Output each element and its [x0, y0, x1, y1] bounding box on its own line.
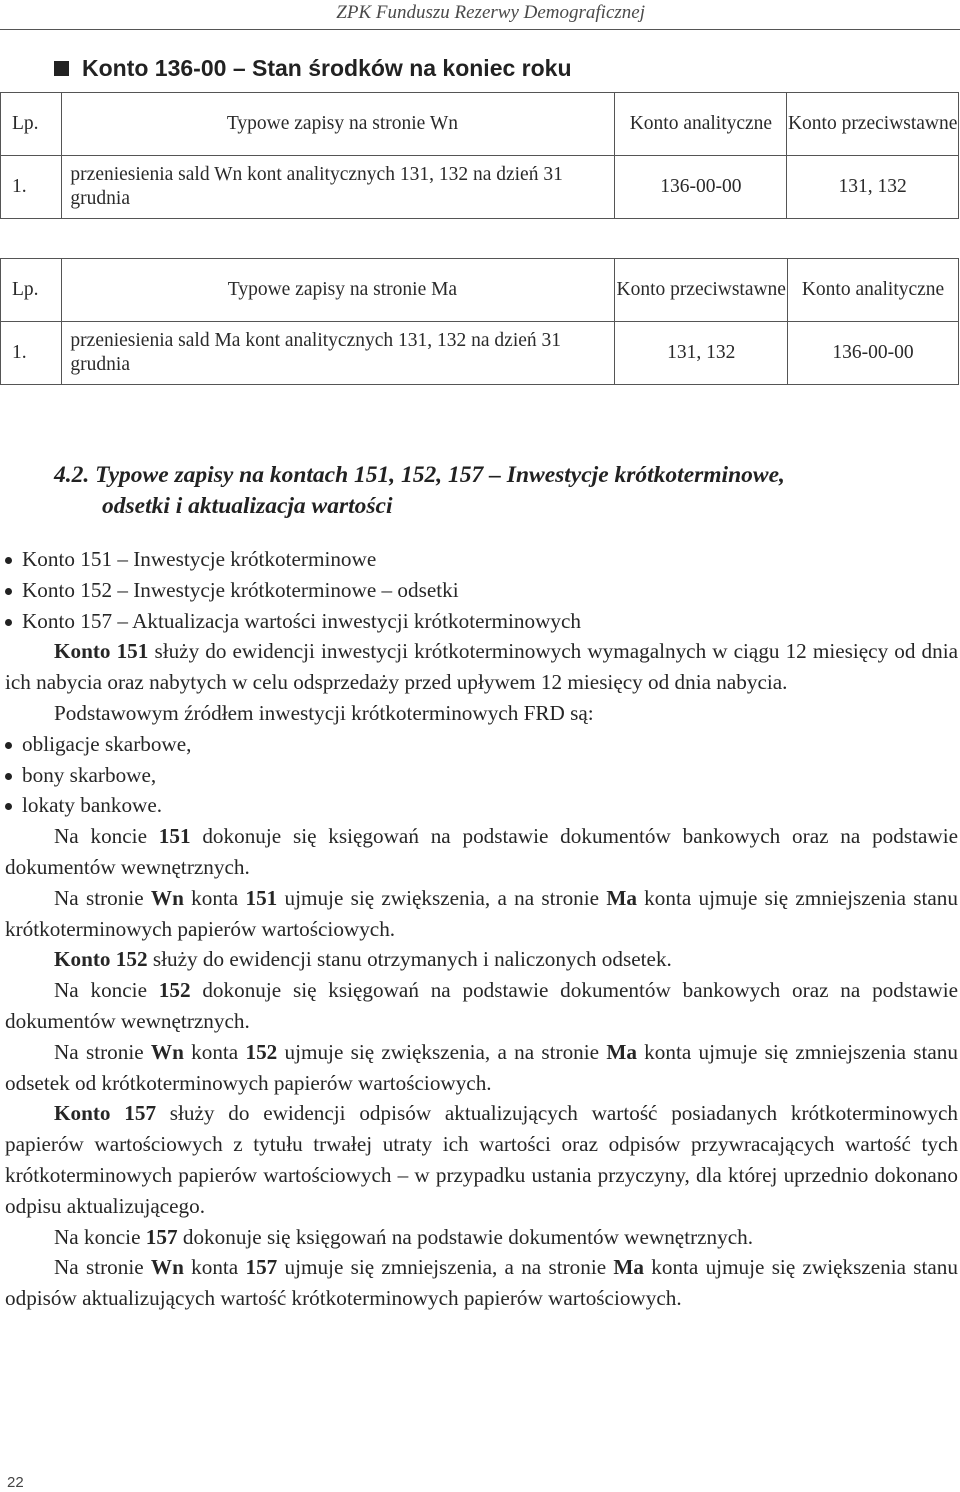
subsection-heading [54, 460, 934, 522]
account-number: Konto 157 [22, 608, 113, 633]
paragraph: Na koncie 151 dokonuje się księgowań na podstawie dokumentów bankowych oraz na podstawie dokumentów wewnętrznych. [5, 824, 958, 879]
header-account-contra: Konto przeciwstawne [787, 93, 959, 156]
paragraph: Konto 152 służy do ewidencji stanu otrzymanych i naliczonych odsetek. [54, 947, 672, 972]
table-wn-entries [0, 92, 959, 219]
header-description: Typowe zapisy na stronie Ma [62, 259, 615, 322]
paragraph: Na stronie Wn konta 151 ujmuje się zwiększenia, a na stronie Ma konta ujmuje się zmniejszenia stanu krótkoterminowych papierów wartościowych. [5, 885, 958, 941]
square-bullet-icon [54, 61, 69, 76]
cell-lp: 1. [1, 322, 62, 385]
header-account-analytical: Konto analityczne [615, 93, 787, 156]
paragraph: Na stronie Wn konta 152 ujmuje się zwiększenia, a na stronie Ma konta ujmuje się zmniejszenia stanu odsetek od krótkoterminowych papierów wartościowych. [5, 1039, 958, 1095]
paragraph: Konto 151 służy do ewidencji inwestycji krótkoterminowych wymagalnych w ciągu 12 miesięcy od dnia ich nabycia oraz nabytych w celu odsprzedaży przed upływem 12 miesięcy od dnia nabycia. [5, 639, 958, 695]
header-lp: Lp. [1, 259, 62, 322]
cell-account-contra: 131, 132 [787, 156, 959, 219]
list-item: obligacje skarbowe, [5, 729, 958, 760]
table-row [1, 322, 959, 385]
table-header-row [1, 259, 959, 322]
heading-line-1: 4.2. Typowe zapisy na kontach 151, 152, 157 – Inwestycje krótkoterminowe, [54, 462, 785, 488]
cell-lp: 1. [1, 156, 62, 219]
table-header-row [1, 93, 959, 156]
bullet-icon [5, 742, 12, 749]
section-title-text: Konto 136-00 – Stan środków na koniec roku [82, 55, 572, 81]
list-item: bony skarbowe, [5, 760, 958, 791]
cell-account-contra: 131, 132 [615, 322, 788, 385]
paragraph: Na koncie 157 dokonuje się księgowań na podstawie dokumentów wewnętrznych. [54, 1224, 754, 1249]
account-description: – Inwestycje krótkoterminowe – odsetki [112, 577, 459, 602]
header-account-contra: Konto przeciwstawne [615, 259, 788, 322]
bullet-icon [5, 588, 12, 595]
bullet-icon [5, 803, 12, 810]
account-description: – Inwestycje krótkoterminowe [112, 547, 377, 571]
paragraph: Na stronie Wn konta 157 ujmuje się zmniejszenia, a na stronie Ma konta ujmuje się zwiększenia stanu odpisów aktualizujących wartość krótkoterminowych papierów wartościowych. [5, 1255, 958, 1311]
cell-description: przeniesienia sald Ma kont analitycznych 131, 132 na dzień 31 grudnia [62, 322, 615, 385]
paragraph: Podstawowym źródłem inwestycji krótkoterminowych FRD są: [54, 700, 594, 725]
section-title [54, 55, 572, 82]
paragraph: Konto 157 służy do ewidencji odpisów aktualizujących wartość posiadanych krótkoterminowych papierów wartościowych z tytułu trwałej utraty ich wartości oraz odpisów przywracających wartość tych krótkoterminowych papierów wartościowych – w przypadku ustania przyczyny, dla której uprzednio dokonano odpisu aktualizującego. [5, 1101, 958, 1218]
page-number: 22 [7, 1474, 24, 1491]
account-description: – Aktualizacja wartości inwestycji krótkoterminowych [112, 608, 581, 633]
list-item [5, 575, 958, 606]
table-row [1, 156, 959, 219]
account-number: Konto 152 [22, 577, 113, 602]
list-item [5, 606, 958, 637]
cell-description: przeniesienia sald Wn kont analitycznych 131, 132 na dzień 31 grudnia [62, 156, 615, 219]
cell-account-analytical: 136-00-00 [788, 322, 959, 385]
heading-line-2: odsetki i aktualizacja wartości [102, 493, 393, 519]
bullet-icon [5, 619, 12, 626]
bullet-icon [5, 773, 12, 780]
running-head: ZPK Funduszu Rezerwy Demograficznej [336, 2, 645, 23]
header-rule [0, 29, 960, 30]
list-item: lokaty bankowe. [5, 790, 958, 821]
header-account-analytical: Konto analityczne [788, 259, 959, 322]
header-lp: Lp. [1, 93, 62, 156]
account-number: Konto 151 [22, 547, 113, 571]
table-ma-entries [0, 258, 959, 385]
list-item [5, 544, 958, 575]
bullet-icon [5, 557, 12, 564]
cell-account-analytical: 136-00-00 [615, 156, 787, 219]
paragraph: Na koncie 152 dokonuje się księgowań na podstawie dokumentów bankowych oraz na podstawie dokumentów wewnętrznych. [5, 978, 958, 1033]
header-description: Typowe zapisy na stronie Wn [62, 93, 615, 156]
body-text [5, 544, 958, 1314]
